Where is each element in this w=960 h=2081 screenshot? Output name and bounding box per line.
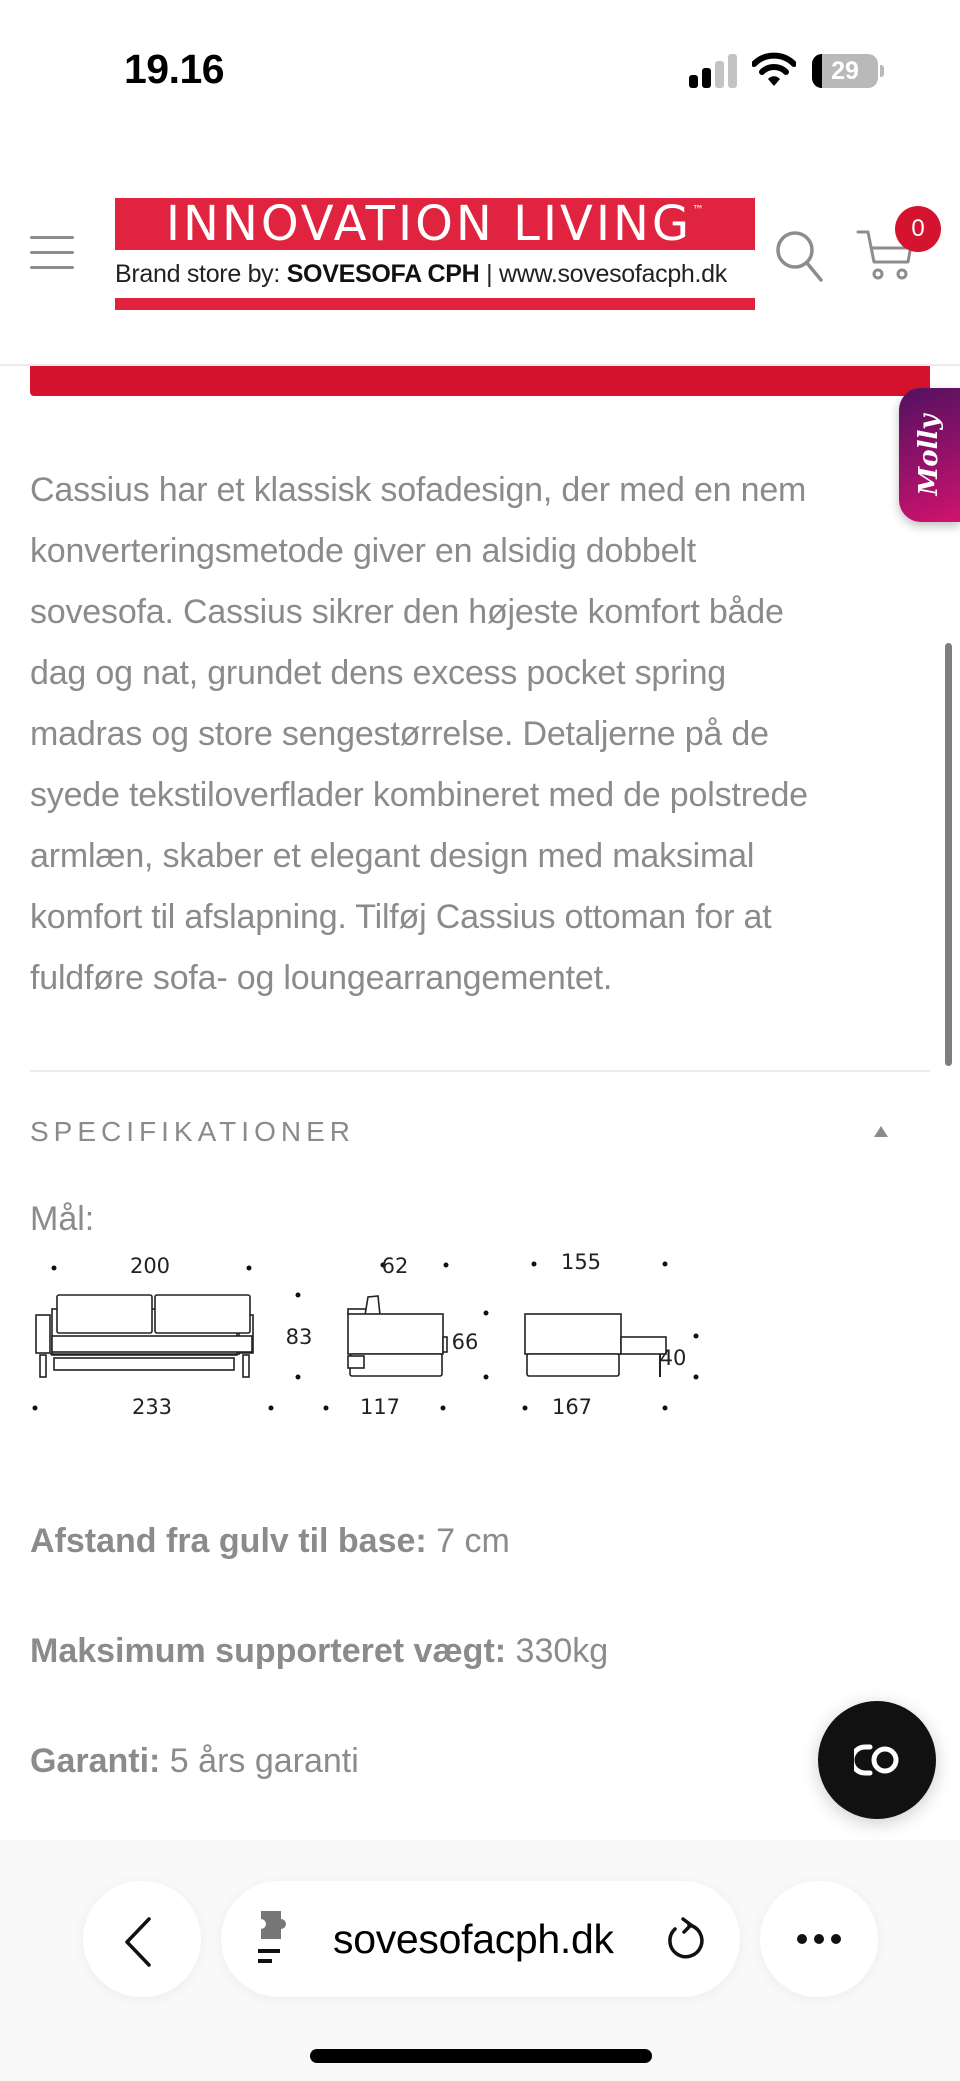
- reload-icon[interactable]: [663, 1917, 707, 1963]
- spec-max-weight: [30, 1632, 608, 1671]
- chat-logo-icon: [854, 1743, 900, 1777]
- dim-front-top-width: 200: [129, 1254, 171, 1278]
- dim-bed-bottom-length: 167: [551, 1395, 593, 1419]
- caret-up-icon[interactable]: [874, 1126, 888, 1137]
- wifi-icon: [752, 52, 796, 88]
- dim-front-bottom-width: 233: [131, 1395, 173, 1419]
- description-line: syede tekstiloverflader kombineret med de polstrede: [30, 776, 808, 814]
- description-line: konverteringsmetode giver en alsidig dobbelt: [30, 532, 696, 570]
- trademark-symbol: ™: [692, 203, 705, 217]
- spec-value: 7 cm: [426, 1522, 510, 1560]
- more-options-button[interactable]: [760, 1881, 878, 1997]
- add-to-cart-band[interactable]: [30, 366, 930, 396]
- description-line: madras og store sengestørrelse. Detaljerne på de: [30, 715, 769, 753]
- battery-cap: [880, 65, 884, 77]
- description-line: armlæn, skaber et elegant design med maksimal: [30, 837, 755, 875]
- battery-icon: [812, 54, 878, 88]
- description-line: dag og nat, grundet dens excess pocket spring: [30, 654, 727, 692]
- dim-side-bottom-depth: 117: [359, 1395, 401, 1419]
- search-icon[interactable]: [775, 230, 825, 282]
- spec-label: Maksimum supporteret vægt:: [30, 1632, 507, 1670]
- status-bar: [0, 0, 960, 140]
- home-indicator[interactable]: [310, 2049, 652, 2063]
- dim-bed-top-length: 155: [560, 1250, 602, 1274]
- ellipsis-icon: [760, 1881, 878, 1997]
- extension-page-icon: [257, 1909, 297, 1965]
- status-time: 19.16: [124, 46, 225, 92]
- site-logo[interactable]: [115, 198, 755, 312]
- description-line: komfort til afslapning. Tilføj Cassius ottoman for at: [30, 898, 772, 936]
- section-divider: [30, 1070, 930, 1072]
- product-description: [30, 460, 920, 1009]
- description-line: Cassius har et klassisk sofadesign, der med en nem: [30, 471, 807, 509]
- dimensions-diagram: [20, 1240, 720, 1430]
- logo-bottom-bar: [115, 298, 755, 310]
- spec-floor-clearance: [30, 1522, 510, 1561]
- molly-label: Molly: [914, 414, 944, 496]
- dimensions-label: Mål:: [30, 1200, 95, 1238]
- dim-side-top-depth: 62: [381, 1254, 409, 1278]
- cart-count-badge: 0: [895, 206, 941, 252]
- hamburger-menu-icon[interactable]: [30, 236, 76, 276]
- dim-bed-height: 40: [659, 1346, 687, 1370]
- dim-height: 83: [285, 1325, 313, 1349]
- back-button[interactable]: [83, 1881, 201, 1997]
- specifications-accordion-header[interactable]: [30, 1112, 930, 1152]
- spec-label: Garanti:: [30, 1742, 161, 1780]
- description-line: fuldføre sofa- og loungearrangementet.: [30, 959, 613, 997]
- site-header: [0, 140, 960, 366]
- spec-value: 5 års garanti: [160, 1742, 359, 1780]
- page-scrollbar[interactable]: [945, 643, 952, 1066]
- browser-toolbar: [0, 1840, 960, 2081]
- logo-tagline: [115, 254, 755, 294]
- tagline-separator: |: [479, 260, 499, 288]
- address-bar[interactable]: [221, 1881, 740, 1997]
- logo-title-bar: [115, 198, 755, 250]
- chat-widget-button[interactable]: [818, 1701, 936, 1819]
- specifications-title: SPECIFIKATIONER: [30, 1116, 355, 1147]
- cellular-signal-icon: [689, 54, 737, 88]
- battery-level: 29: [831, 57, 859, 85]
- url-text: sovesofacph.dk: [333, 1916, 614, 1962]
- tagline-url: www.sovesofacph.dk: [498, 260, 727, 288]
- tagline-prefix: Brand store by:: [115, 260, 287, 288]
- chevron-left-icon: [83, 1881, 201, 1997]
- logo-title: INNOVATION LIVING: [165, 196, 693, 252]
- description-line: sovesofa. Cassius sikrer den højeste komfort både: [30, 593, 784, 631]
- spec-value: 330kg: [506, 1632, 609, 1670]
- spec-label: Afstand fra gulv til base:: [30, 1522, 427, 1560]
- tagline-brand: SOVESOFA CPH: [286, 260, 480, 288]
- dim-seat-height: 66: [451, 1330, 479, 1354]
- spec-warranty: [30, 1742, 359, 1781]
